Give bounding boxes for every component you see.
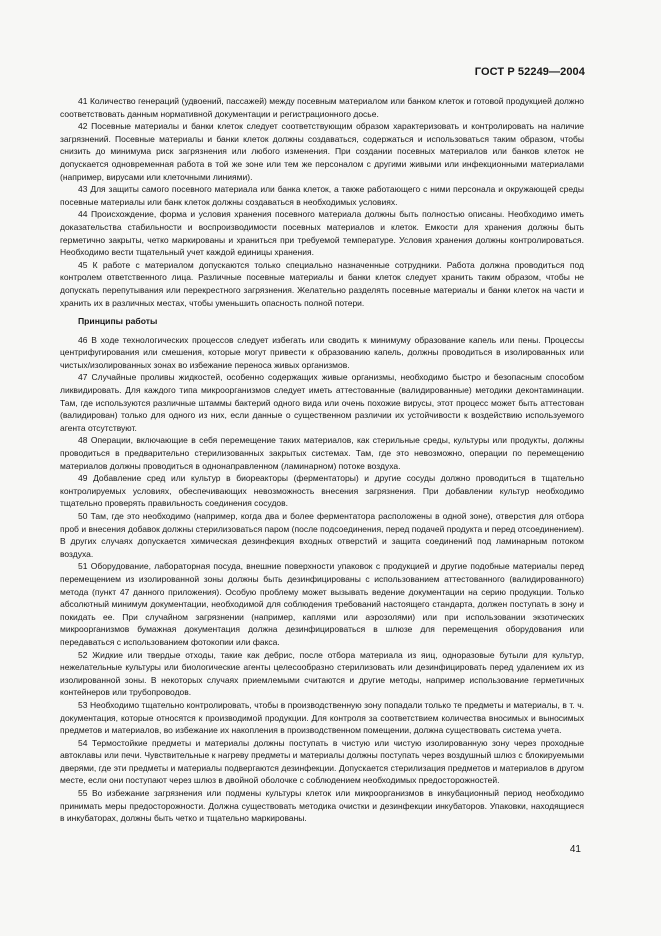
section-heading: Принципы работы [78,316,158,327]
paragraph-53: 53 Необходимо тщательно контролировать, чтобы в производственную зону попадали только те предметы и материалы, в т. ч. документация, которые относятся к производимой продукции. Для контроля за соответствием количества вносимых и выносимых предметов и материалов, во избежание их накопления в производственном помещении, должна существовать система учета. [60,699,584,736]
paragraph-45: 45 К работе с материалом допускаются только специально назначенные сотрудники. Работа должна проводиться под контролем ответственного лица. Различные посевные материалы и банки клеток следует хранить таким образом, чтобы не допускать перепутывания или перекрестного загрязнения. Желательно разделять посевные материалы и банки клеток на части и хранить их в различных местах, чтобы уменьшить опасность полной потери. [60,259,584,308]
paragraph-41: 41 Количество генераций (удвоений, пассажей) между посевным материалом или банком клеток и готовой продукцией должно соответствовать данным нормативной документации и регистрационного досье. [60,96,584,119]
paragraph-49: 49 Добавление сред или культур в биореакторы (ферментаторы) и другие сосуды должно проводиться в тщательно контролируемых условиях, обеспечивающих невозможность внесения загрязнения. При добавлении культур необходимо тщательно проверять правильность соединения сосудов. [60,473,584,509]
paragraph-46: 46 В ходе технологических процессов следует избегать или сводить к минимуму образование капель или пены. Процессы центрифугирования или смешения, которые могут привести к образованию капель, должны проводиться в изолированных или чистых/изолированных зонах во избежание переноса живых организмов. [60,334,584,370]
paragraph-43: 43 Для защиты самого посевного материала или банка клеток, а также работающего с ними персонала и окружающей среды посевные материалы или банк клеток должны создаваться в необходимых условиях. [60,184,584,207]
paragraph-55: 55 Во избежание загрязнения или подмены культуры клеток или микроорганизмов в инкубационный период необходимо принимать меры предосторожности. Должна существовать методика очистки и дезинфекции инкубаторов. Упаковки, находящиеся в инкубаторах, должны быть четко и тщательно маркированы. [60,788,584,824]
document-body [60,95,584,825]
paragraph-47: 47 Случайные проливы жидкостей, особенно содержащих живые организмы, необходимо быстро и безопасным способом ликвидировать. Для каждого типа микроорганизмов следует иметь аттестованные (валидированные) методики деконтаминации. Там, где используются различные штаммы бактерий одного вида или очень похожие вирусы, этот процесс может быть аттестован (валидирован) только для одного из них, если данные о существенном различии их устойчивости к воздействию используемого агента отсутствуют. [60,372,584,433]
paragraph-51: 51 Оборудование, лабораторная посуда, внешние поверхности упаковок с продукцией и другие подобные материалы перед перемещением из изолированной зоны должны быть дезинфицированы с использованием аттестованного (валидированного) метода (пункт 47 данного приложения). Особую проблему может вызывать ведение документации на серию продукции. Только абсолютный минимум документации, необходимой для соблюдения требований настоящего стандарта, должен поступать в зону и покидать ее. При случайном загрязнении (например, каплями или аэрозолями) или при использовании экзотических микроорганизмов бумажная документация должна дезинфицироваться в шлюзе для перемещения оборудования или передаваться с использованием фотокопии или факса. [60,561,584,647]
paragraph-48: 48 Операции, включающие в себя перемещение таких материалов, как стерильные среды, культуры или продукты, должны проводиться в предварительно стерилизованных закрытых системах. Там, где это невозможно, операции по перемещению материалов должны проводиться в однонаправленном (ламинарном) потоке воздуха. [60,435,584,471]
page-number: 41 [569,844,581,855]
paragraph-50: 50 Там, где это необходимо (например, когда два и более ферментатора расположены в одной зоне), отверстия для отбора проб и внесения добавок должны стерилизоваться паром (после подсоединения, перед подачей продукта и перед отсоединением). В других случаях допускается химическая дезинфекция входных отверстий и защита соединений под ламинарным потоком воздуха. [60,511,584,559]
paragraph-44: 44 Происхождение, форма и условия хранения посевного материала должны быть полностью описаны. Необходимо иметь доказательства стабильности и воспроизводимости посевных материалов и клеток. Емкости для хранения должны быть герметично закрыты, четко маркированы и храниться при требуемой температуре. Условия хранения должны контролироваться. Необходимо вести тщательный учет каждой единицы хранения. [60,209,584,258]
paragraph-54: 54 Термостойкие предметы и материалы должны поступать в чистую или чистую изолированную зону через проходные автоклавы или печи. Чувствительные к нагреву предметы и материалы должны поступать через воздушный шлюз с блокируемыми дверями, где эти предметы и материалы подвергаются дезинфекции. Допускается стерилизация предметов и материалов в другом месте, если они поступают через шлюз в двойной оболочке с соблюдением необходимых предосторожностей. [60,737,584,786]
paragraph-52: 52 Жидкие или твердые отходы, такие как дебрис, после отбора материала из яиц, одноразовые бутыли для культур, нежелательные культуры или биологические агенты целесообразно стерилизовать или дезинфицировать перед удалением их из изолированной зоны. В некоторых случаях приемлемыми считаются и другие методы, например использование герметичных контейнеров или трубопроводов. [60,649,584,698]
paragraph-42: 42 Посевные материалы и банки клеток следует соответствующим образом характеризовать и контролировать на наличие загрязнений. Посевные материалы и банки клеток должны создаваться, содержаться и использоваться таким образом, чтобы снизить до минимума риск загрязнения или любого изменения. При создании посевных материалов или банков клеток не допускается одновременная работа в той же зоне или тем же персоналом с другими живыми или инфекционными материалами (например, вирусами или клеточными линиями). [60,121,584,182]
document-id-header: ГОСТ Р 52249—2004 [474,66,585,78]
